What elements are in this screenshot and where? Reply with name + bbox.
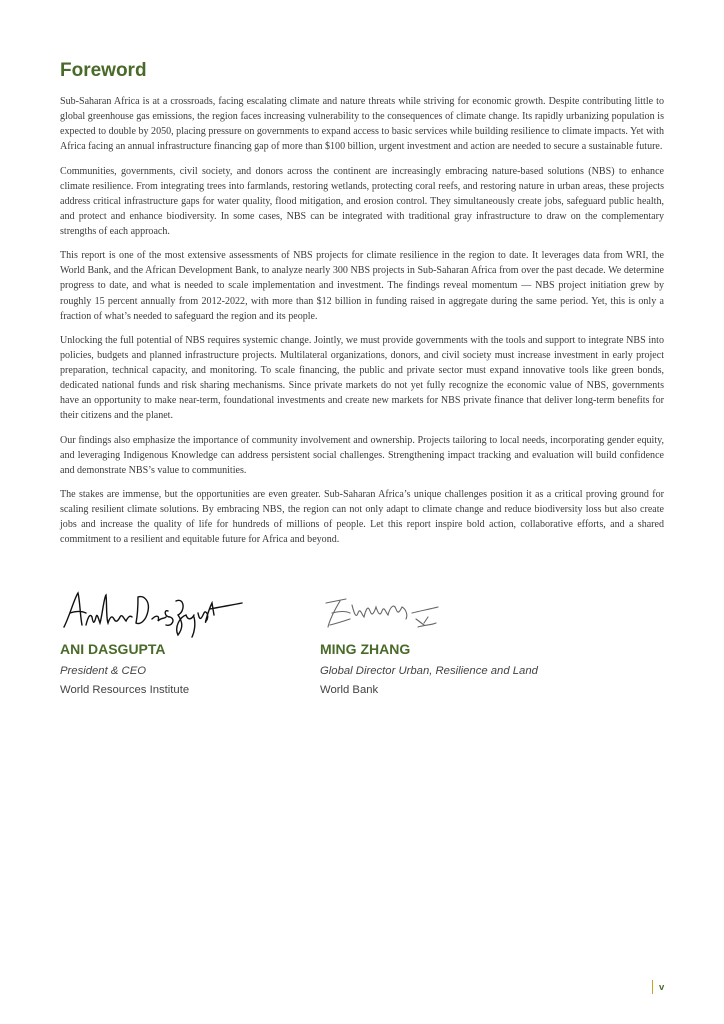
signatory-role: Global Director Urban, Resilience and Land	[320, 665, 538, 677]
signatory-ani-dasgupta	[60, 585, 340, 696]
paragraph: Sub-Saharan Africa is at a crossroads, facing escalating climate and nature threats while striving for economic growth. Despite contributing little to global greenhouse gas emissions, the region faces increasing vulnerability to the consequences of climate change. Its rapidly urbanizing population is expected to double by 2050, placing pressure on governments to expand access to basic services while building resilience to climate impacts. Yet with Africa facing an annual infrastructure financing gap of more than $100 billion, urgent investment and action are needed to secure a sustainable future.	[60, 96, 664, 153]
paragraph: The stakes are immense, but the opportunities are even greater. Sub-Saharan Africa’s unique challenges position it as a critical proving ground for scaling resilient climate solutions. By embracing NBS, the region can not only adapt to climate change and reduce biodiversity loss but also create jobs and increase the quality of life for hundreds of millions of people. Let this report inspire bold action, collaborative efforts, and a shared commitment to a resilient and equitable future for Africa and beyond.	[60, 489, 664, 546]
foreword-body	[60, 94, 664, 557]
paragraph: Communities, governments, civil society, and donors across the continent are increasingly embracing nature-based solutions (NBS) to enhance climate resilience. From integrating trees into farmlands, restoring wetlands, protecting coral reefs, and restoring nature in urban areas, these projects address critical infrastructure gaps for water quality, flood mitigation, and erosion control. They simultaneously create jobs, safeguard public health, and protect and enhance biodiversity. In some cases, NBS can be integrated with traditional gray infrastructure to draw on the complementary strengths of each approach.	[60, 165, 664, 237]
page-title: Foreword	[60, 60, 147, 81]
signatory-organization: World Bank	[320, 684, 379, 696]
page-number	[652, 980, 664, 994]
paragraph: This report is one of the most extensive assessments of NBS projects for climate resilience in the region to date. It leverages data from WRI, the World Bank, and the African Development Bank, to analyze nearly 300 NBS projects in Sub-Saharan Africa from over the past decade. We determine progress to date, and what is needed to scale implementation and investment. The findings reveal momentum — NBS project initiation grew by roughly 15 percent annually from 2012-2022, with more than $12 billion in funding raised in aggregate during the same period. Yet, this is only a fraction of what’s needed to safeguard the region and its people.	[60, 250, 664, 322]
page-number-label: v	[659, 981, 665, 993]
signatory-name: ANI DASGUPTA	[60, 641, 166, 657]
paragraph: Our findings also emphasize the importance of community involvement and ownership. Projects tailoring to local needs, incorporating gender equity, and leveraging Indigenous Knowledge can address persistent social challenges. Strengthening impact tracking and evaluation will build confidence and demonstrate NBS’s value to communities.	[60, 434, 664, 476]
signatory-role: President & CEO	[60, 665, 147, 677]
paragraph: Unlocking the full potential of NBS requires systemic change. Jointly, we must provide governments with the tools and support to integrate NBS into policies, budgets and planned infrastructure projects. Multilateral organizations, donors, and civil society must increase investment in early project preparation, technical capacity, and monitoring. To scale financing, the public and private sector must expand innovative tools like green bonds, dedicated national funds and risk sharing mechanisms. Since private markets do not yet fully recognize the economic value of NBS, governments have an opportunity to make near-term, foundational investments and create new markets for NBS private finance that deliver long-term benefits for their citizens and the planet.	[60, 334, 664, 422]
signatory-ming-zhang	[320, 585, 600, 696]
signatory-name: MING ZHANG	[320, 641, 411, 657]
signature-ming-zhang-image	[320, 585, 450, 641]
signature-ani-dasgupta-image	[60, 585, 245, 641]
page-number-divider	[652, 980, 653, 994]
signatory-organization: World Resources Institute	[60, 684, 190, 696]
